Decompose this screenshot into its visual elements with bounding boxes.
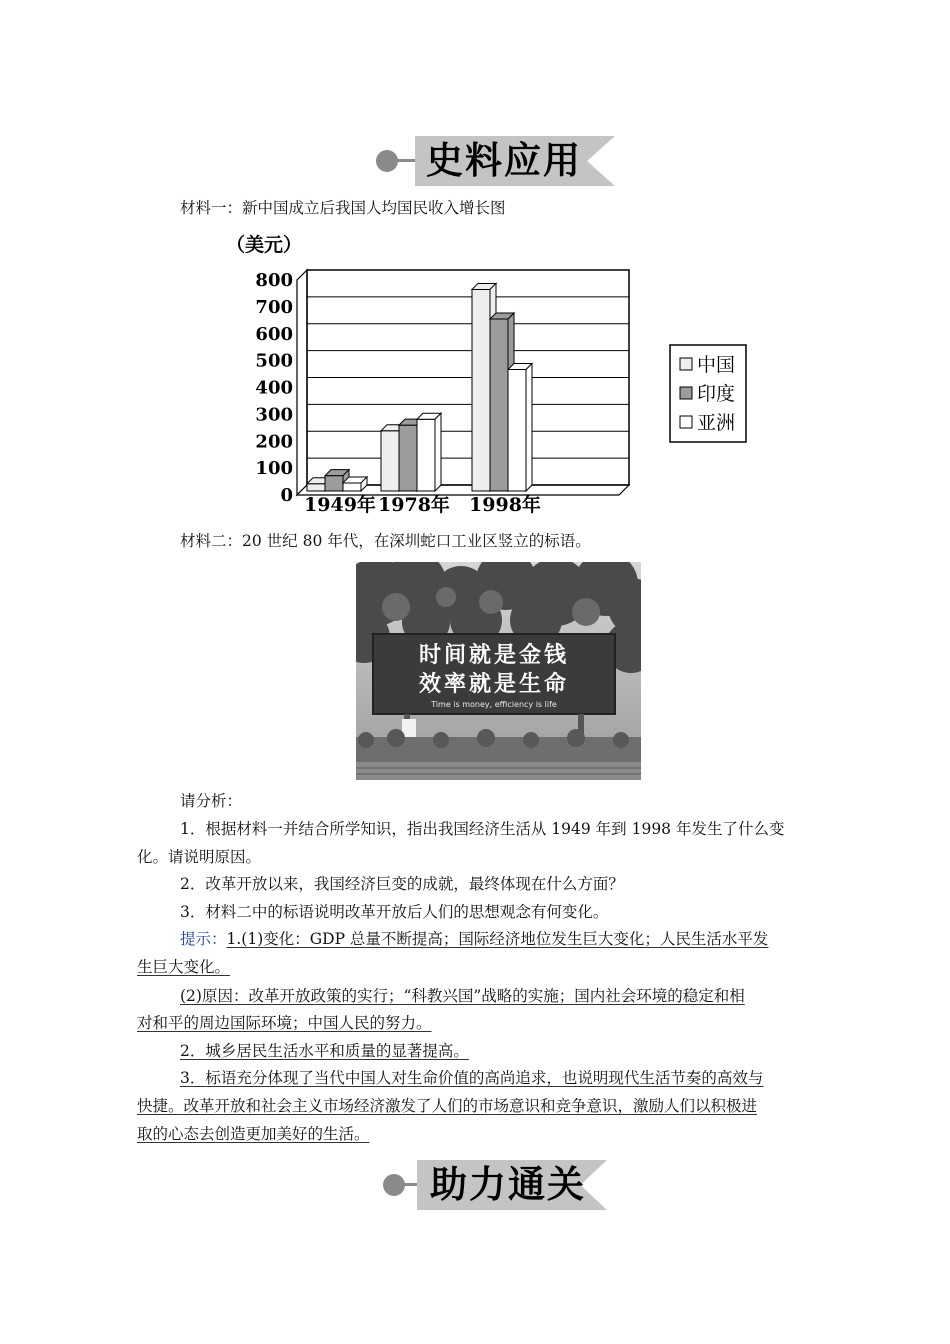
chart-y-tick-label: 400 xyxy=(255,377,293,399)
questions-intro: 请分析： xyxy=(180,792,243,810)
chart-bar-front xyxy=(472,289,490,491)
chart-x-tick-label: 1949年 xyxy=(304,494,376,516)
chart-bar-front xyxy=(381,431,399,491)
legend-swatch xyxy=(680,416,692,428)
chart-bar xyxy=(417,413,441,491)
chart-y-tick-label: 700 xyxy=(255,296,293,318)
chart-bar-front xyxy=(508,370,526,491)
material2-caption: 材料二：20 世纪 80 年代，在深圳蛇口工业区竖立的标语。 xyxy=(180,532,591,550)
sign-line-2: 效率就是生命 xyxy=(418,672,570,697)
legend-swatch xyxy=(680,387,692,399)
chart-x-tick-label: 1978年 xyxy=(378,494,450,516)
chart-y-tick-label: 0 xyxy=(280,485,293,506)
sign-line-1: 时间就是金钱 xyxy=(418,643,570,668)
section-title-shiliao: 史料应用 xyxy=(426,139,582,182)
chart-y-tick-label: 100 xyxy=(255,458,293,480)
answer-2: 2．城乡居民生活水平和质量的显著提高。 xyxy=(180,1042,469,1060)
chart-y-tick-label: 800 xyxy=(255,270,293,291)
chart-bar-front xyxy=(343,483,361,491)
legend-label: 亚洲 xyxy=(697,412,736,434)
chart-bar-side xyxy=(526,364,532,491)
material1-caption: 材料一：新中国成立后我国人均国民收入增长图 xyxy=(180,199,506,217)
section-title-zhuli: 助力通关 xyxy=(430,1163,586,1206)
chart-y-tick-label: 200 xyxy=(255,431,293,453)
hint-label: 提示： xyxy=(180,930,227,948)
answer-3-line-3: 取的心态去创造更加美好的生活。 xyxy=(137,1125,370,1143)
answer-1b-line-1: (2)原因：改革开放政策的实行；“科教兴国”战略的实施；国内社会环境的稳定和相 xyxy=(180,987,745,1005)
question-2: 2．改革开放以来，我国经济巨变的成就，最终体现在什么方面？ xyxy=(180,875,624,893)
answer-1-text: 1.(1)变化：GDP 总量不断提高；国际经济地位发生巨大变化；人民生活水平发 xyxy=(226,930,769,948)
chart-bar-side xyxy=(435,413,441,491)
chart-bar xyxy=(343,477,367,491)
chart-bar-front xyxy=(490,319,508,491)
question-3: 3．材料二中的标语说明改革开放后人们的思想观念有何变化。 xyxy=(180,903,609,921)
chart-y-tick-label: 300 xyxy=(255,404,293,426)
chart-y-axis-label: （美元） xyxy=(226,234,303,256)
legend-swatch xyxy=(680,358,692,370)
chart-side-wall xyxy=(297,270,307,495)
chart-bar-front xyxy=(417,419,435,491)
section-banner-bottom xyxy=(0,1158,950,1214)
answer-1b-line-2: 对和平的周边国际环境；中国人民的努力。 xyxy=(137,1014,432,1032)
chart-y-tick-label: 500 xyxy=(255,350,293,372)
legend-label: 中国 xyxy=(697,354,736,376)
chart-bar-front xyxy=(325,476,343,491)
answer-3-line-2: 快捷。改革开放和社会主义市场经济激发了人们的市场意识和竞争意识，激励人们以积极进 xyxy=(137,1097,758,1115)
shekou-slogan-photo xyxy=(356,562,641,780)
chart-bar-front xyxy=(307,484,325,491)
question-1-line-2: 化。请说明原因。 xyxy=(137,848,262,866)
answer-1-line-2: 生巨大变化。 xyxy=(137,958,231,976)
chart-y-tick-label: 600 xyxy=(255,323,293,345)
chart-x-tick-label: 1998年 xyxy=(469,494,541,516)
question-1-line-1: 1．根据材料一并结合所学知识，指出我国经济生活从 1949 年到 1998 年发生了什么变 xyxy=(180,820,785,838)
section-banner-top xyxy=(0,134,950,190)
sign-english: Time is money, efficiency is life xyxy=(431,700,557,709)
answer-1-line-1 xyxy=(180,929,768,949)
answer-3-line-1: 3．标语充分体现了当代中国人对生命价值的高尚追求，也说明现代生活节奏的高效与 xyxy=(180,1069,764,1087)
income-bar-chart xyxy=(0,225,950,525)
chart-bar xyxy=(508,364,532,491)
chart-bar-front xyxy=(399,425,417,491)
legend-label: 印度 xyxy=(697,383,736,405)
